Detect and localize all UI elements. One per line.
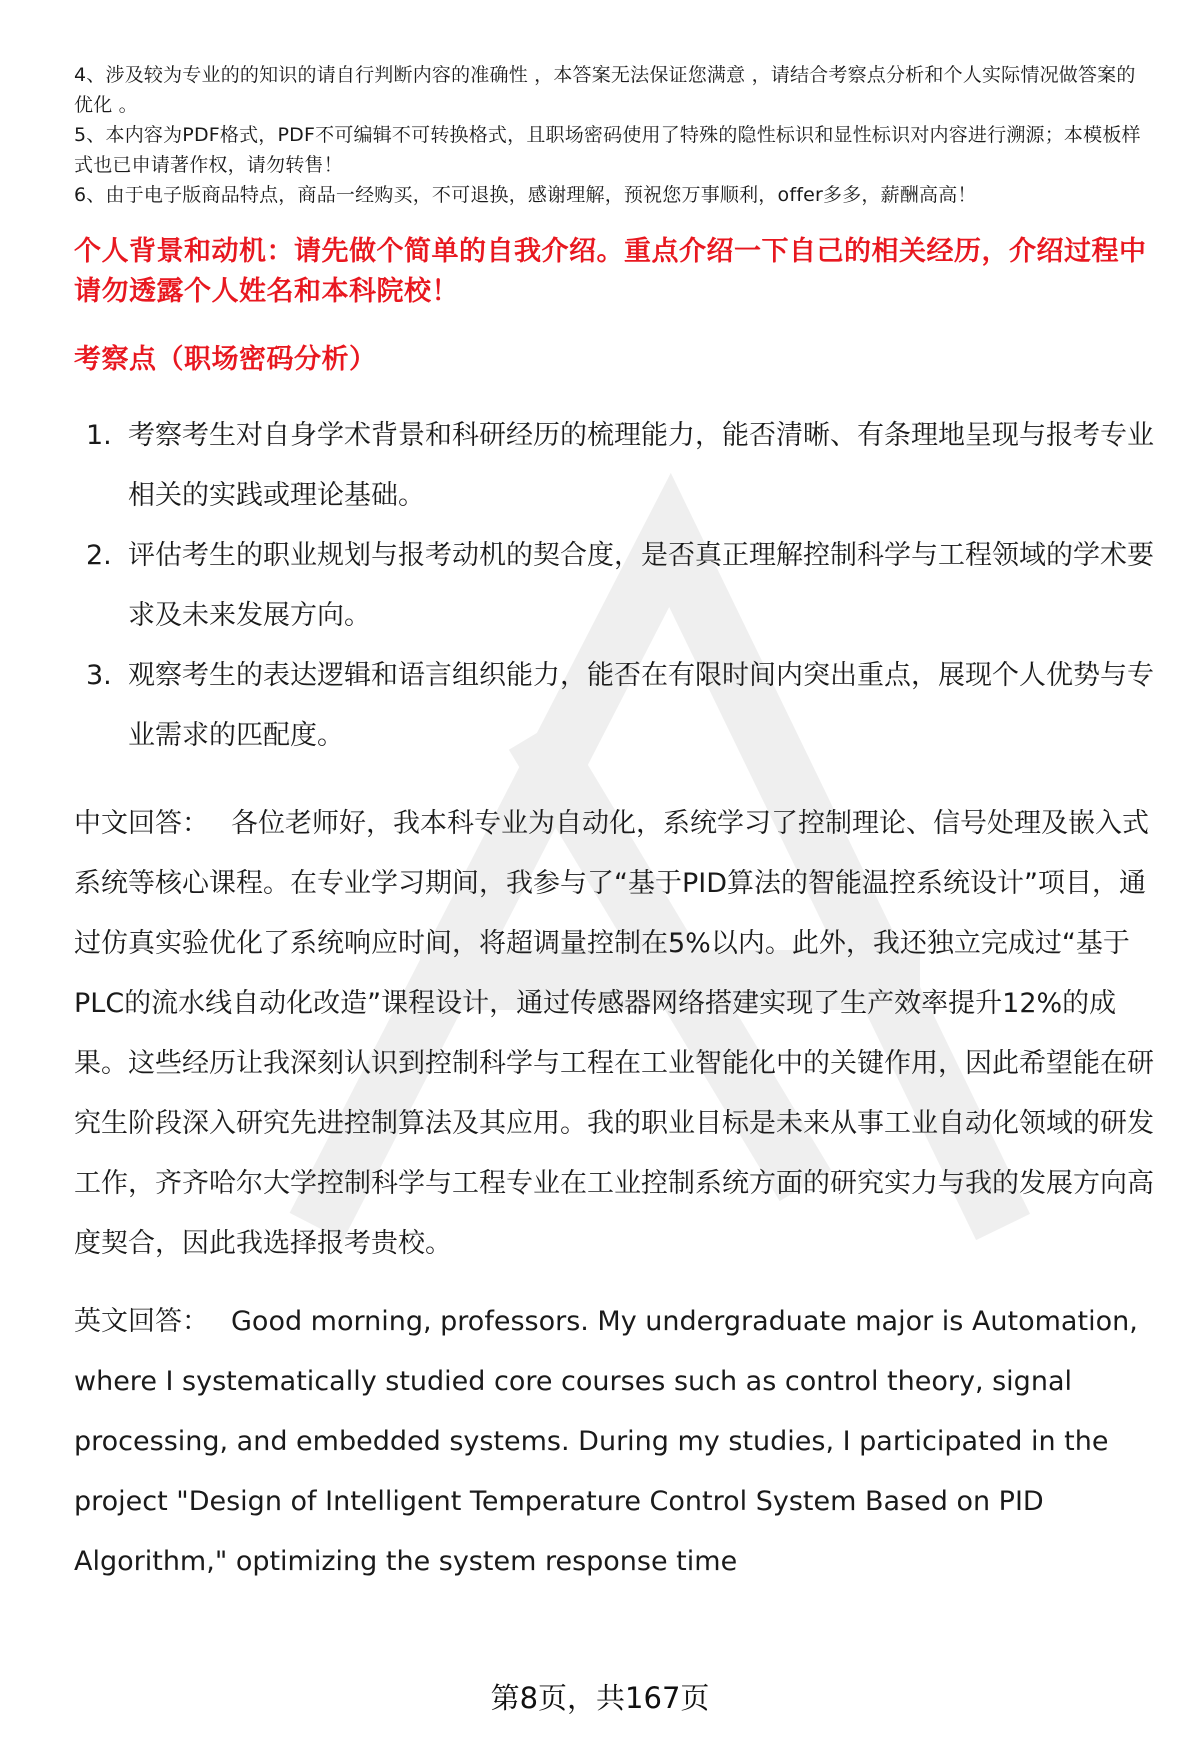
notice-item-4: 4、涉及较为专业的的知识的请自行判断内容的准确性 ，本答案无法保证您满意 ，请结合考察点分析和个人实际情况做答案的优化 。 (74, 64, 1136, 116)
list-item (74, 646, 1154, 766)
list-item-text: 评估考生的职业规划与报考动机的契合度，是否真正理解控制科学与工程领域的学术要求及未来发展方向。 (128, 540, 1154, 631)
page-content (74, 60, 1154, 1592)
list-item (74, 406, 1154, 526)
list-item (74, 526, 1154, 646)
list-item-number: 3. (86, 660, 112, 691)
page-number-footer: 第8页，共167页 (490, 1681, 710, 1715)
chinese-answer-text: 各位老师好，我本科专业为自动化，系统学习了控制理论、信号处理及嵌入式系统等核心课程。在专业学习期间，我参与了“基于PID算法的智能温控系统设计”项目，通过仿真实验优化了系统响应时间，将超调量控制在5%以内。此外，我还独立完成过“基于PLC的流水线自动化改造”课程设计，通过传感器网络搭建实现了生产效率提升12%的成果。这些经历让我深刻认识到控制科学与工程在工业智能化中的关键作用，因此希望能在研究生阶段深入研究先进控制算法及其应用。我的职业目标是未来从事工业自动化领域的研发工作，齐齐哈尔大学控制科学与工程专业在工业控制系统方面的研究实力与我的发展方向高度契合，因此我选择报考贵校。 (74, 808, 1154, 1259)
english-answer (74, 1292, 1154, 1592)
assessment-points-list (74, 406, 1154, 766)
list-item-text: 考察考生对自身学术背景和科研经历的梳理能力，能否清晰、有条理地呈现与报考专业相关的实践或理论基础。 (128, 420, 1154, 511)
notice-item-6: 6、由于电子版商品特点，商品一经购买，不可退换，感谢理解，预祝您万事顺利，offer多多，薪酬高高！ (74, 184, 977, 206)
list-item-number: 1. (86, 420, 112, 451)
english-answer-label: 英文回答： (74, 1306, 209, 1337)
assessment-points-heading: 考察点（职场密码分析） (74, 344, 377, 375)
chinese-answer (74, 794, 1154, 1274)
chinese-answer-label: 中文回答： (74, 808, 209, 839)
notice-item-5: 5、本内容为PDF格式，PDF不可编辑不可转换格式，且职场密码使用了特殊的隐性标识和显性标识对内容进行溯源；本模板样式也已申请著作权，请勿转售！ (74, 124, 1141, 176)
english-answer-text: Good morning, professors. My undergraduate major is Automation, where I systematically studied core courses such as control theory, signal processing, and embedded systems. During my studies, I participated in the project "Design of Intelligent Temperature Control System Based on PID Algorithm," optimizing the system response time (74, 1306, 1138, 1577)
background-question-heading: 个人背景和动机：请先做个简单的自我介绍。重点介绍一下自己的相关经历，介绍过程中请勿透露个人姓名和本科院校！ (74, 236, 1147, 307)
list-item-text: 观察考生的表达逻辑和语言组织能力，能否在有限时间内突出重点，展现个人优势与专业需求的匹配度。 (128, 660, 1154, 751)
list-item-number: 2. (86, 540, 112, 571)
